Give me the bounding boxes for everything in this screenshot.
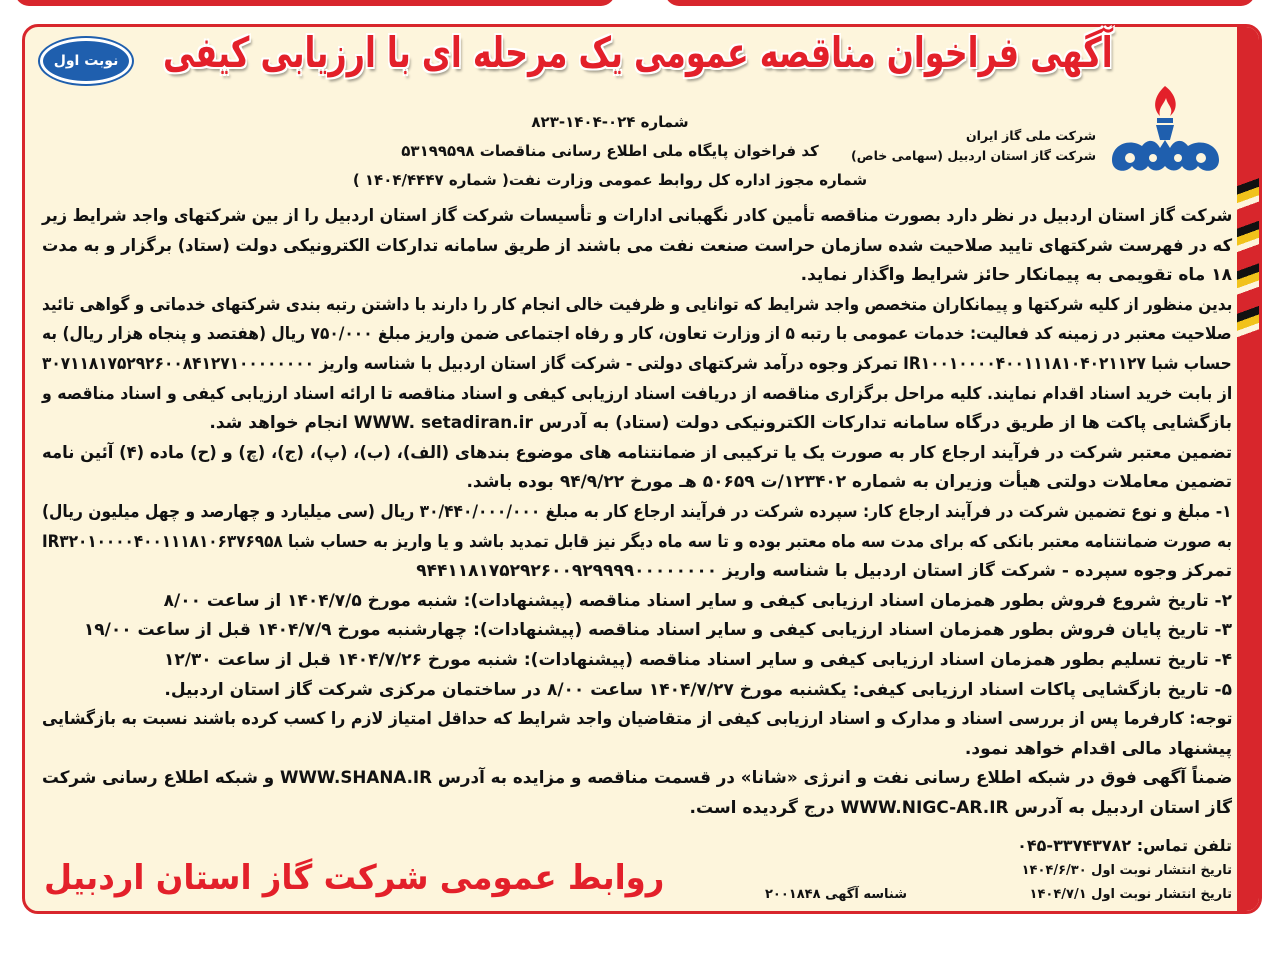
body-line	[42, 467, 1232, 497]
body-line-text: تضمین معتبر شرکت در فرآیند ارجاع کار به صورت یک یا ترکیبی از ضمانتنامه های موضوع بندهای (الف)، (ب)، (پ)، (ج)، (چ) و (ح) ماده (۴) آئین نامه	[41, 442, 1232, 463]
body-line	[42, 704, 1232, 734]
body-line-text: ۴- تاریخ تسلیم بطور همزمان اسناد ارزیابی کیفی و سایر اسناد مناقصه (پیشنهادات): شنبه مورخ ۱۴۰۴/۷/۲۶ قبل از ساعت ۱۲/۳۰	[163, 649, 1232, 670]
body-line	[42, 438, 1232, 468]
contact-phone: تلفن تماس: ۳۳۷۴۳۷۸۲-۰۴۵	[1017, 836, 1232, 855]
body-line-text: تمرکز وجوه سپرده - شرکت گاز استان اردبیل با شناسه واریز ۹۴۴۱۱۸۱۷۵۲۹۲۶۰۰۹۲۹۹۹۹۰۰۰۰۰۰۰۰	[416, 561, 1232, 582]
body-line-text: ۱- مبلغ و نوع تضمین شرکت در فرآیند ارجاع کار: سپرده شرکت در فرآیند ارجاع کار به مبلغ ۳۰/۴۴۰/۰۰۰/۰۰۰ ریال (سی میلیارد و چهارصد و چهل میلیون ریال)	[42, 501, 1232, 522]
body-line-text: صلاحیت معتبر در زمینه کد فعالیت: خدمات عمومی با رتبه ۵ از وزارت تعاون، کار و رفاه اجتماعی ضمن واریز مبلغ ۷۵۰/۰۰۰ ریال (هفتصد و پنجاه هزار ریال) به	[42, 324, 1232, 345]
tender-number: شماره ۰۲۴-۱۴۰۴-۸۲۳	[531, 113, 689, 131]
ad-title-wrap	[150, 28, 1126, 77]
body-line-text: بازگشایی پاکت ها از طریق درگاه سامانه تدارکات الکترونیکی دولت (ستاد) به آدرس WWW. setadiran.ir انجام خواهد شد.	[209, 413, 1232, 434]
body-line-text: حساب شبا IR۱۰۰۱۰۰۰۰۴۰۰۱۱۱۸۱۰۴۰۲۱۱۲۷ تمرکز وجوه درآمد شرکتهای دولتی - شرکت گاز استان اردبیل با شناسه واریز ۳۰۷۱۱۸۱۷۵۲۹۲۶۰۰۸۴۱۲۷۱۰۰۰۰۰۰۰۰	[42, 353, 1232, 374]
body-line-text: ضمناً آگهی فوق در شبکه اطلاع رسانی نفت و انرژی «شانا» در قسمت مناقصه و مزایده به آدرس WWW.SHANA.IR و شبکه اطلاع رسانی شرکت	[41, 768, 1232, 789]
body-line	[42, 675, 1232, 705]
body-line	[42, 586, 1232, 616]
body-line-text: به صورت ضمانتنامه معتبر بانکی که برای مدت سه ماه معتبر بوده و تا سه ماه دیگر نیز قابل تمدید باشد و یا واریز به حساب شبا IR۳۲۰۱۰۰۰۰۴۰۰۱۱۱۸۱۰۶۳۷۶۹۵۸	[42, 531, 1232, 552]
body-line	[42, 645, 1232, 675]
first-publication-badge: نوبت اول	[40, 38, 132, 84]
body-line	[42, 556, 1232, 586]
ad-body	[42, 201, 1232, 822]
portal-code-wrap	[340, 139, 880, 165]
side-stripe-pattern	[1237, 167, 1259, 337]
side-stripe	[1237, 27, 1259, 911]
permit-number-wrap	[340, 168, 880, 194]
body-line-text: ۳- تاریخ پایان فروش بطور همزمان اسناد ارزیابی کیفی و سایر اسناد مناقصه (پیشنهادات): چهارشنبه مورخ ۱۴۰۴/۷/۹ قبل از ساعت ۱۹/۰۰	[83, 620, 1232, 641]
body-line	[42, 260, 1232, 290]
body-line-text: تضمین معاملات دولتی هیأت وزیران به شماره ۱۲۳۴۰۲/ت ۵۰۶۵۹ هـ مورخ ۹۴/۹/۲۲ بوده باشد.	[466, 472, 1232, 493]
body-line-text: گاز استان اردبیل به آدرس WWW.NIGC-AR.IR درج گردیده است.	[689, 797, 1232, 818]
body-line-text: بدین منظور از کلیه شرکتها و پیمانکاران متخصص واجد شرایط که توانایی و ظرفیت خالی انجام کار را دارند با داشتن رتبه بندی شرکتهای خدماتی و گواهی تائید	[41, 294, 1232, 315]
tender-number-wrap	[340, 110, 880, 136]
body-line	[42, 231, 1232, 261]
body-line-text: توجه: کارفرما پس از بررسی اسناد و مدارک و اسناد ارزیابی کیفی از متقاضیان واجد شرایط که حداقل امتیاز لازم را کسب کرده باشند نسبت به بازگشایی	[41, 709, 1232, 730]
body-line-text: از بابت خرید اسناد اقدام نمایند. کلیه مراحل برگزاری مناقصه از دریافت اسناد ارزیابی کیفی و اسناد مناقصه تا ارائه اسناد ارزیابی کیفی و اسناد مناقصه و	[41, 383, 1232, 404]
public-relations-signature: روابط عمومی شرکت گاز استان اردبیل	[44, 858, 665, 898]
body-line	[42, 201, 1232, 231]
body-line-text: شرکت گاز استان اردبیل در نظر دارد بصورت مناقصه تأمین کادر نگهبانی ادارات و تأسیسات شرکت گاز استان اردبیل را از بین شرکتهای واجد شرایط زیر	[41, 206, 1232, 226]
company-line-1: شرکت ملی گاز ایران	[966, 128, 1096, 143]
body-line	[42, 319, 1232, 349]
body-line	[42, 615, 1232, 645]
body-line	[42, 497, 1232, 527]
nigc-logo-icon	[1108, 82, 1223, 174]
publish-date-2: تاریخ انتشار نوبت اول ۱۴۰۴/۷/۱	[1029, 887, 1232, 902]
body-line	[42, 763, 1232, 793]
portal-code: کد فراخوان پایگاه ملی اطلاع رسانی مناقصات ۵۳۱۹۹۵۹۸	[401, 142, 819, 160]
ad-title: آگهی فراخوان مناقصه عمومی یک مرحله ای با ارزیابی کیفی	[163, 28, 1113, 77]
body-line-text: که در فهرست شرکتهای تایید صلاحیت شده سازمان حراست صنعت نفت می باشند از طریق سامانه تدارکات الکترونیکی دولت (ستاد) برگزار و به مدت	[41, 235, 1232, 256]
company-line-2: شرکت گاز استان اردبیل (سهامی خاص)	[851, 148, 1096, 163]
ad-id: شناسه آگهی ۲۰۰۱۸۴۸	[765, 887, 907, 902]
body-line-text: ۲- تاریخ شروع فروش بطور همزمان اسناد ارزیابی کیفی و سایر اسناد مناقصه (پیشنهادات): شنبه مورخ ۱۴۰۴/۷/۵ از ساعت ۸/۰۰	[163, 590, 1232, 611]
top-bar-left	[15, 0, 615, 6]
body-line-text: پیشنهاد مالی اقدام خواهد نمود.	[964, 738, 1232, 759]
company-name	[851, 126, 1096, 166]
body-line-text: ۵- تاریخ بازگشایی پاکات اسناد ارزیابی کیفی: یکشنبه مورخ ۱۴۰۴/۷/۲۷ ساعت ۸/۰۰ در ساختمان مرکزی شرکت گاز استان اردبیل.	[164, 679, 1232, 700]
permit-number: شماره مجوز اداره کل روابط عمومی وزارت نفت( شماره ۱۴۰۴/۴۴۴۷ )	[352, 171, 868, 189]
body-line	[42, 290, 1232, 320]
body-line	[42, 349, 1232, 379]
body-line	[42, 734, 1232, 764]
top-bar-right	[665, 0, 1255, 6]
body-line	[42, 527, 1232, 557]
body-line-text: ۱۸ ماه تقویمی به پیمانکار حائز شرایط واگذار نماید.	[800, 265, 1232, 286]
body-line	[42, 793, 1232, 823]
body-line	[42, 379, 1232, 409]
publish-date-1: تاریخ انتشار نوبت اول ۱۴۰۴/۶/۳۰	[1021, 863, 1232, 878]
body-line	[42, 408, 1232, 438]
